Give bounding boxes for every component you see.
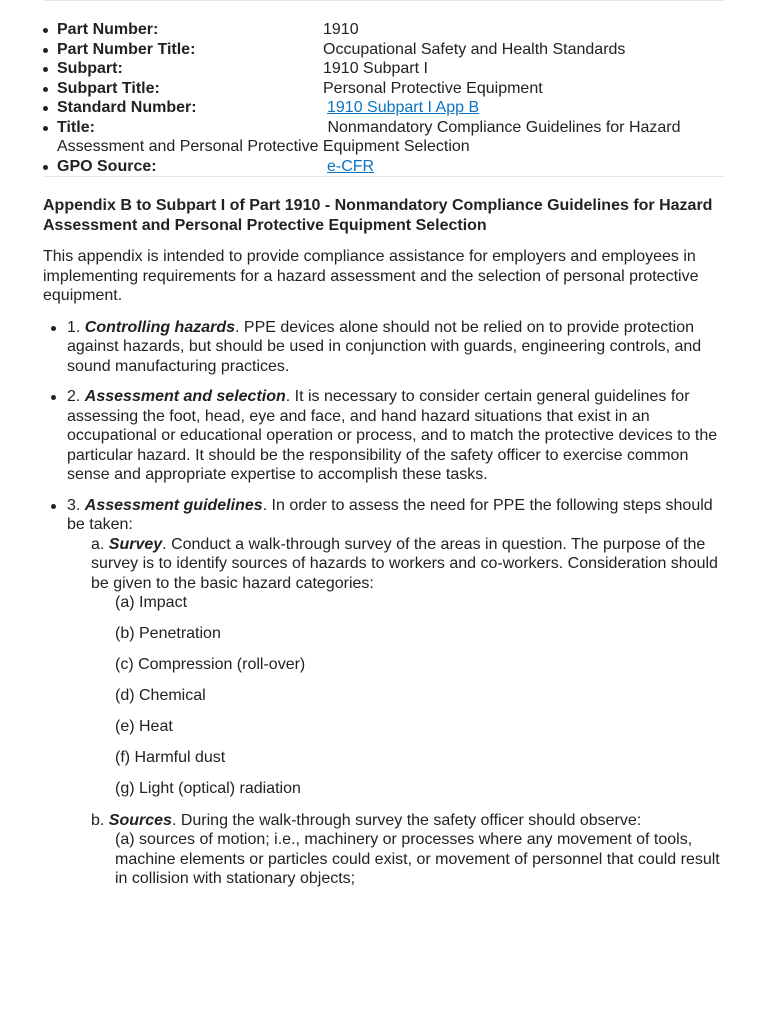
item-text: . PPE devices alone should not be relied on to provide protection against hazards, but should be used in conjunction with guards, engineering controls, and sound manufacturing practices. (67, 318, 702, 375)
meta-subpart (43, 59, 725, 79)
item-title: Controlling hazards (84, 318, 236, 336)
meta-label: GPO Source: (57, 157, 157, 175)
guidelines-list (43, 318, 725, 889)
item-number: 1. (67, 318, 81, 336)
sources-detail: (a) sources of motion; i.e., machinery or processes where any movement of tools, machine elements or particles could exist, or movement of personnel that could result in collision with stationary objects; (115, 831, 720, 887)
meta-subpart-title (43, 79, 725, 99)
meta-value: Personal Protective Equipment (323, 79, 543, 97)
meta-label: Subpart: (57, 60, 123, 77)
meta-label: Standard Number: (57, 99, 197, 116)
hazard-category: (f) Harmful dust (115, 749, 226, 766)
intro-paragraph: This appendix is intended to provide compliance assistance for employers and employees in implementing requirements for a hazard assessment and the selection of personal protective equipment. (43, 248, 699, 304)
meta-value: Nonmandatory Compliance Guidelines for Hazard Assessment and Personal Protective Equipment Selection (57, 118, 681, 155)
hazard-category: (g) Light (optical) radiation (115, 780, 301, 797)
sub-prefix: b. (91, 811, 105, 829)
item-number: 3. (67, 496, 81, 514)
sub-text: . Conduct a walk-through survey of the areas in question. The purpose of the survey is to identify sources of hazards to workers and co-workers. Consideration should be given to the basic hazard categories: (91, 535, 718, 592)
hazard-category: (c) Compression (roll-over) (115, 656, 306, 673)
item-title: Assessment and selection (84, 388, 286, 405)
item-number: 2. (67, 388, 81, 405)
survey-subsection (67, 535, 725, 594)
sub-title: Sources (108, 811, 172, 829)
meta-label: Subpart Title: (57, 79, 160, 97)
hazard-category: (d) Chemical (115, 687, 206, 704)
hazard-category: (e) Heat (115, 718, 173, 735)
hazard-categories (67, 593, 725, 799)
list-item (43, 387, 725, 485)
sub-text: . During the walk-through survey the safety officer should observe: (171, 811, 642, 829)
top-divider (43, 0, 725, 1)
sub-title: Survey (108, 535, 163, 553)
hazard-category: (a) Impact (115, 594, 188, 611)
sources-subsection (67, 811, 725, 889)
meta-label: Title: (57, 118, 95, 136)
list-item (43, 318, 725, 377)
gpo-source-link[interactable]: e-CFR (327, 157, 375, 175)
meta-part-number-title (43, 40, 725, 60)
standard-number-link[interactable]: 1910 Subpart I App B (327, 99, 480, 116)
item-text: . It is necessary to consider certain general guidelines for assessing the foot, head, eye and face, and hand hazard situations that exist in an occupational or educational operation or process, and to match the protective devices to the particular hazard. It should be the responsibility of the safety officer to exercise common sense and appropriate expertise to accomplish these tasks. (67, 388, 718, 483)
metadata-list (43, 20, 725, 176)
meta-gpo-source (43, 157, 725, 177)
section-divider (43, 176, 725, 177)
meta-title (43, 118, 725, 157)
meta-label: Part Number: (57, 21, 159, 38)
meta-label: Part Number Title: (57, 40, 196, 58)
meta-part-number (43, 20, 725, 40)
meta-value: 1910 (323, 21, 359, 38)
list-item (43, 496, 725, 889)
meta-standard-number (43, 98, 725, 118)
meta-value: 1910 Subpart I (323, 60, 428, 77)
sub-prefix: a. (91, 535, 105, 553)
hazard-category: (b) Penetration (115, 625, 221, 642)
item-title: Assessment guidelines (84, 496, 263, 514)
page-title: Appendix B to Subpart I of Part 1910 - Nonmandatory Compliance Guidelines for Hazard Assessment and Personal Protective Equipment Selection (43, 197, 713, 234)
item-text: . In order to assess the need for PPE the following steps should be taken: (67, 496, 713, 533)
meta-value: Occupational Safety and Health Standards (323, 40, 626, 58)
document-page (43, 0, 725, 900)
